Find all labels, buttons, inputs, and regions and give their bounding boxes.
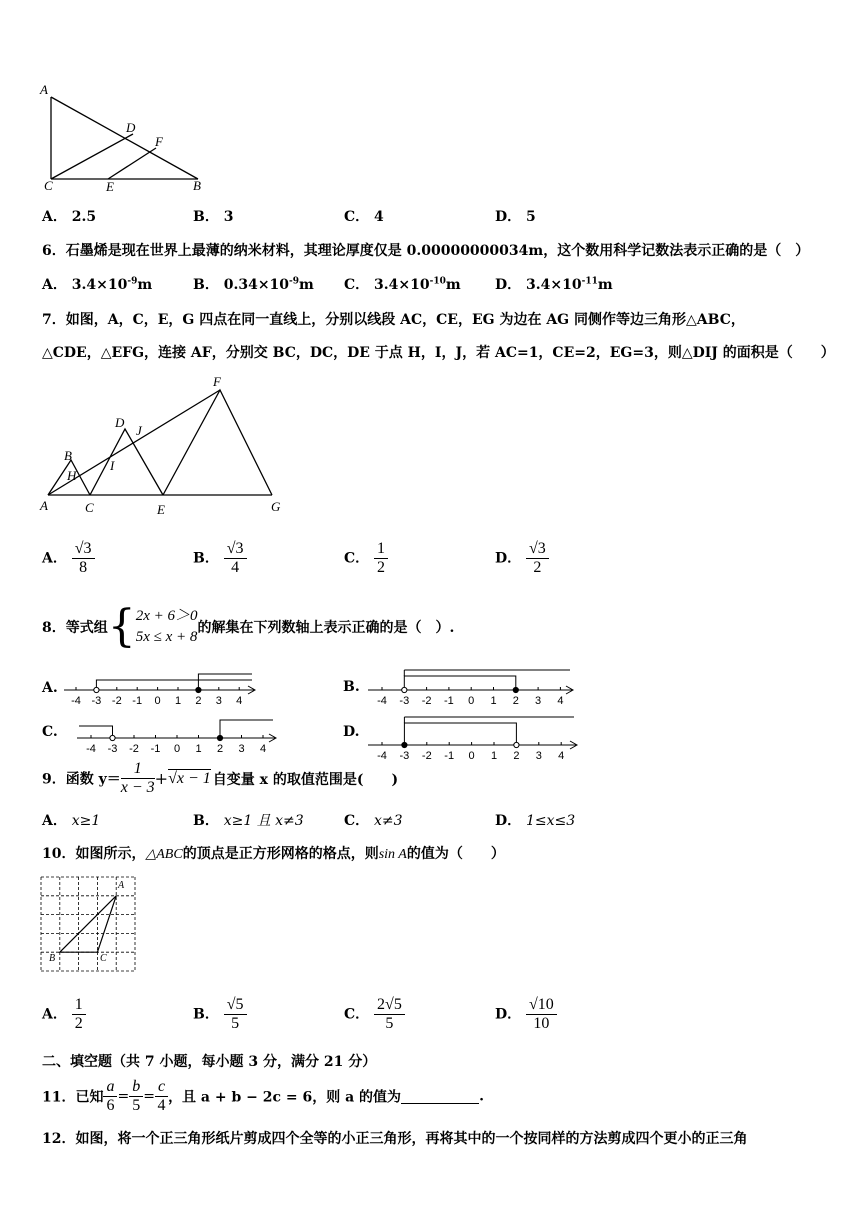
tick-label: -1 [444, 750, 455, 762]
q8-option-b-label[interactable]: B. [343, 679, 360, 695]
q7-stem-line2: △CDE，△EFG，连接 AF，分别交 BC，DC，DE 于点 H，I，J，若 AC=1，CE=2，EG=3，则△DIJ 的面积是（ ） [42, 345, 835, 361]
endpoint-dot [110, 735, 115, 740]
q6-option-b[interactable]: B． $0.34\times 10^{-9}m$ [193, 276, 314, 293]
q9-option-d[interactable]: D． 1≤x≤3 [495, 813, 576, 829]
q8-option-a-label[interactable]: A. [42, 680, 58, 696]
tick-label: 4 [557, 695, 564, 707]
q10-option-a[interactable]: A． $\frac{1}{2}$ [42, 996, 86, 1033]
tick-label: -4 [86, 743, 96, 755]
q5-label-d: D [126, 120, 136, 135]
q6-stem: 6．石墨烯是现在世界上最薄的纳米材料，其理论厚度仅是 0.00000000034m，这个数用科学记数法表示正确的是（ ） [42, 243, 810, 259]
tick-label: 2 [513, 750, 520, 762]
section-2-heading: 二、填空题（共 7 小题，每小题 3 分，满分 21 分） [42, 1054, 377, 1070]
q7-label-e: E [157, 502, 165, 517]
tick-label: 4 [236, 695, 243, 707]
q5-label-c: C [44, 178, 53, 193]
tick-label: -4 [377, 695, 387, 707]
tick-label: 3 [535, 750, 542, 762]
q5-option-c[interactable]: C． 4 [344, 209, 384, 225]
q7-option-a[interactable]: A． $\frac{√3}{8}$ [42, 540, 95, 577]
endpoint-dot [94, 687, 99, 692]
q10-option-c[interactable]: C． $\frac{2√5}{5}$ [344, 996, 405, 1033]
q9-option-a[interactable]: A． x≥1 [42, 813, 101, 829]
tick-label: 2 [216, 743, 224, 755]
q6-option-d[interactable]: D． $3.4\times 10^{-11}m$ [495, 276, 613, 293]
q7-figure [38, 372, 288, 517]
q6-option-c[interactable]: C． $3.4\times 10^{-10}m$ [344, 276, 461, 293]
tick-label: 3 [238, 743, 245, 755]
tick-label: 3 [215, 695, 222, 707]
tick-label: -1 [150, 743, 161, 755]
tick-label: 4 [259, 743, 267, 755]
q12-stem: 12．如图，将一个正三角形纸片剪成四个全等的小正三角形，再将其中的一个按同样的方法剪成四个更小的正三角 [42, 1131, 748, 1147]
q7-label-c: C [85, 500, 94, 515]
q11-answer-blank[interactable] [401, 1089, 479, 1104]
tick-label: -2 [111, 695, 122, 707]
q10-option-d[interactable]: D． $\frac{√10}{10}$ [495, 996, 557, 1033]
q5-option-b[interactable]: B． 3 [193, 209, 234, 225]
q8-option-c-label[interactable]: C. [42, 724, 58, 740]
q5-figure [38, 80, 213, 195]
q10-label-a: A [118, 880, 125, 891]
q9-stem: 9．函数 y＝ $\frac{1}{x - 3}$ +√x − 1 自变量 x 的取值范围是( ) [42, 760, 399, 796]
tick-label: 0 [173, 743, 181, 755]
tick-label: 2 [195, 695, 202, 707]
tick-label: -2 [129, 743, 139, 755]
q5-option-d[interactable]: D． 5 [495, 209, 536, 225]
tick-label: -4 [377, 750, 387, 762]
q8-numberline-b[interactable] [366, 660, 580, 708]
q7-option-b[interactable]: B． $\frac{√3}{4}$ [193, 540, 247, 577]
q7-option-c[interactable]: C． $\frac{1}{2}$ [344, 540, 388, 577]
q11-stem: 11．已知 $\frac{a}{6}$ = $\frac{b}{5}$ = $\frac{c}{4}$ ，且 a + b − 2c = 6，则 a 的值为 . [42, 1078, 484, 1114]
tick-label: 0 [154, 695, 161, 707]
tick-label: -1 [132, 695, 143, 707]
q7-label-f: F [213, 374, 221, 389]
endpoint-dot [402, 687, 407, 692]
tick-label: 1 [174, 695, 182, 707]
q8-numberline-d[interactable] [366, 715, 584, 763]
q5-option-a[interactable]: A． 2.5 [42, 209, 97, 225]
tick-label: -2 [421, 750, 432, 762]
tick-label: 2 [512, 695, 519, 707]
q7-label-g: G [271, 499, 281, 514]
q10-option-b[interactable]: B． $\frac{√5}{5}$ [193, 996, 247, 1033]
solution-ray [79, 726, 113, 738]
q7-stem-line1: 7．如图，A，C，E，G 四点在同一直线上，分别以线段 AC，CE，EG 为边在 AG 同侧作等边三角形△ABC， [42, 312, 745, 328]
solution-ray [198, 674, 252, 690]
endpoint-dot [402, 742, 407, 747]
tick-label: -3 [107, 743, 118, 755]
q10-label-b: B [49, 953, 56, 964]
q9-option-c[interactable]: C． x≠3 [344, 813, 403, 829]
tick-label: 1 [490, 750, 498, 762]
q5-label-e: E [106, 179, 114, 194]
q5-label-a: A [40, 82, 48, 97]
q7-label-h: H [67, 468, 77, 483]
tick-label: -4 [71, 695, 81, 707]
tick-label: 0 [468, 750, 475, 762]
tick-label: 3 [535, 695, 542, 707]
q8-numberline-a[interactable] [62, 660, 262, 708]
q8-stem: 8．等式组{ 2x + 6＞0 5x ≤ x + 8 的解集在下列数轴上表示正确的是（ ）. [42, 601, 455, 652]
q7-label-i: I [110, 458, 115, 473]
q7-label-d: D [115, 415, 125, 430]
endpoint-dot [196, 687, 201, 692]
q5-label-f: F [155, 134, 163, 149]
tick-label: 1 [195, 743, 202, 755]
tick-label: 1 [490, 695, 497, 707]
q7-option-d[interactable]: D． $\frac{√3}{2}$ [495, 540, 549, 577]
tick-label: 4 [558, 750, 565, 762]
q7-label-b: B [64, 448, 72, 463]
q8-numberline-c[interactable] [75, 708, 283, 756]
q9-option-b[interactable]: B． x≥1 且 x≠3 [193, 813, 304, 829]
q7-label-j: J [136, 423, 142, 438]
solution-ray [220, 720, 273, 738]
tick-label: -1 [444, 695, 454, 707]
tick-label: -2 [421, 695, 432, 707]
endpoint-dot [513, 687, 518, 692]
tick-label: -3 [91, 695, 102, 707]
tick-label: 0 [468, 695, 475, 707]
q10-label-c: C [100, 953, 107, 964]
solution-bracket [404, 676, 516, 690]
q5-label-b: B [193, 178, 201, 193]
q7-label-a: A [40, 498, 48, 513]
q10-stem: 10．如图所示，△ABC的顶点是正方形网格的格点，则sin A的值为（ ） [42, 846, 505, 862]
endpoint-dot [514, 742, 519, 747]
solution-ray [96, 680, 252, 690]
tick-label: -3 [399, 750, 410, 762]
q8-option-d-label[interactable]: D. [343, 724, 360, 740]
endpoint-dot [217, 735, 222, 740]
solution-bracket [404, 723, 516, 745]
tick-label: -3 [399, 695, 410, 707]
q6-option-a[interactable]: A． $3.4\times 10^{-9}m$ [42, 276, 153, 293]
